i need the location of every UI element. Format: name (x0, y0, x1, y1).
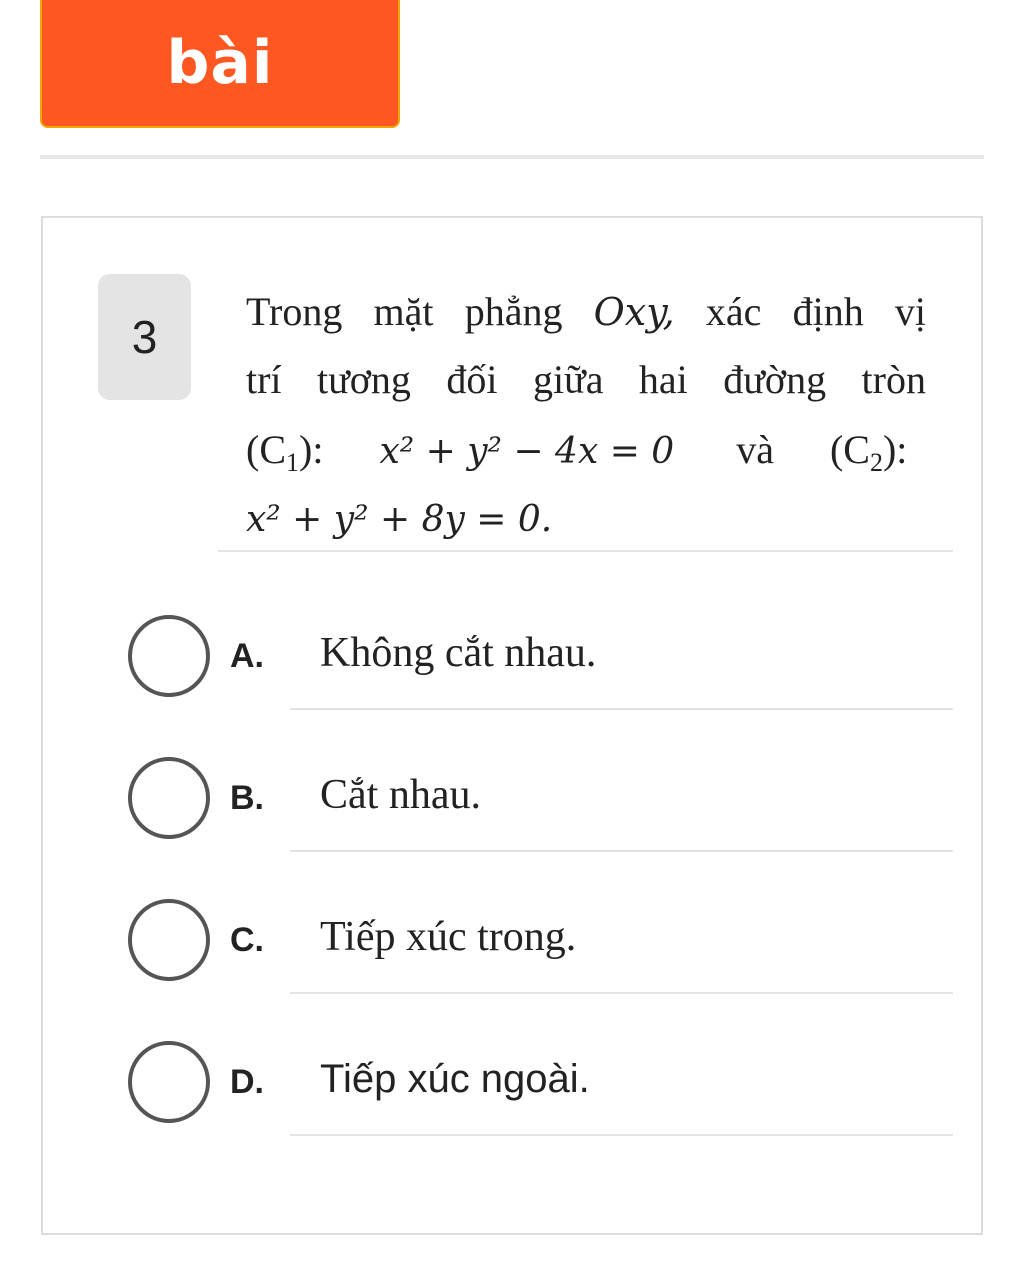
question-word: phẳng (464, 289, 563, 334)
circle-c2-label: $(C_2)$: (829, 427, 908, 477)
question-word: vị (894, 289, 926, 334)
question-divider (218, 550, 953, 552)
option-divider (290, 1134, 953, 1136)
radio-button-c[interactable] (128, 899, 210, 981)
question-text-line-2 (246, 358, 926, 402)
option-divider (290, 708, 953, 710)
equation-c2: x² + y² + 8y = 0. (246, 499, 553, 540)
option-c[interactable] (0, 869, 1024, 1009)
option-d[interactable] (0, 1011, 1024, 1151)
question-text-line-1 (246, 290, 926, 334)
option-text: Không cắt nhau. (320, 630, 597, 676)
circle-c1-label: $(C_1)$: (246, 427, 324, 477)
question-word: mặt (373, 289, 434, 334)
option-a[interactable] (0, 585, 1024, 725)
equation-c1: x² + y² − 4x = 0 (379, 431, 675, 472)
option-text: Cắt nhau. (320, 772, 481, 818)
option-divider (290, 992, 953, 994)
question-text-line-3 (246, 428, 926, 485)
question-word: xác (705, 289, 762, 334)
radio-button-b[interactable] (128, 757, 210, 839)
radio-button-a[interactable] (128, 615, 210, 697)
question-word: tương (316, 357, 411, 402)
question-word: Trong (246, 289, 343, 334)
conjunction: và (736, 427, 774, 472)
option-divider (290, 850, 953, 852)
option-letter: A. (230, 637, 264, 675)
radio-button-d[interactable] (128, 1041, 210, 1123)
option-letter: C. (230, 921, 264, 959)
question-word: tròn (861, 357, 926, 402)
option-text: Tiếp xúc ngoài. (320, 1057, 590, 1101)
question-word: giữa (532, 357, 604, 402)
question-word: hai (638, 357, 688, 402)
header-divider (40, 155, 984, 159)
option-letter: B. (230, 779, 264, 817)
question-word: đường (723, 357, 827, 402)
question-text-line-4 (246, 496, 926, 542)
question-number-badge: 3 (98, 274, 191, 400)
question-word: Oxy, (593, 290, 675, 334)
header-tab[interactable] (40, 0, 400, 128)
option-letter: D. (230, 1063, 264, 1101)
option-b[interactable] (0, 727, 1024, 867)
option-text: Tiếp xúc trong. (320, 914, 577, 960)
question-word: trí (246, 357, 282, 402)
header-tab-label: bài (166, 28, 274, 98)
question-word: đối (446, 357, 498, 402)
question-word: định (792, 289, 864, 334)
